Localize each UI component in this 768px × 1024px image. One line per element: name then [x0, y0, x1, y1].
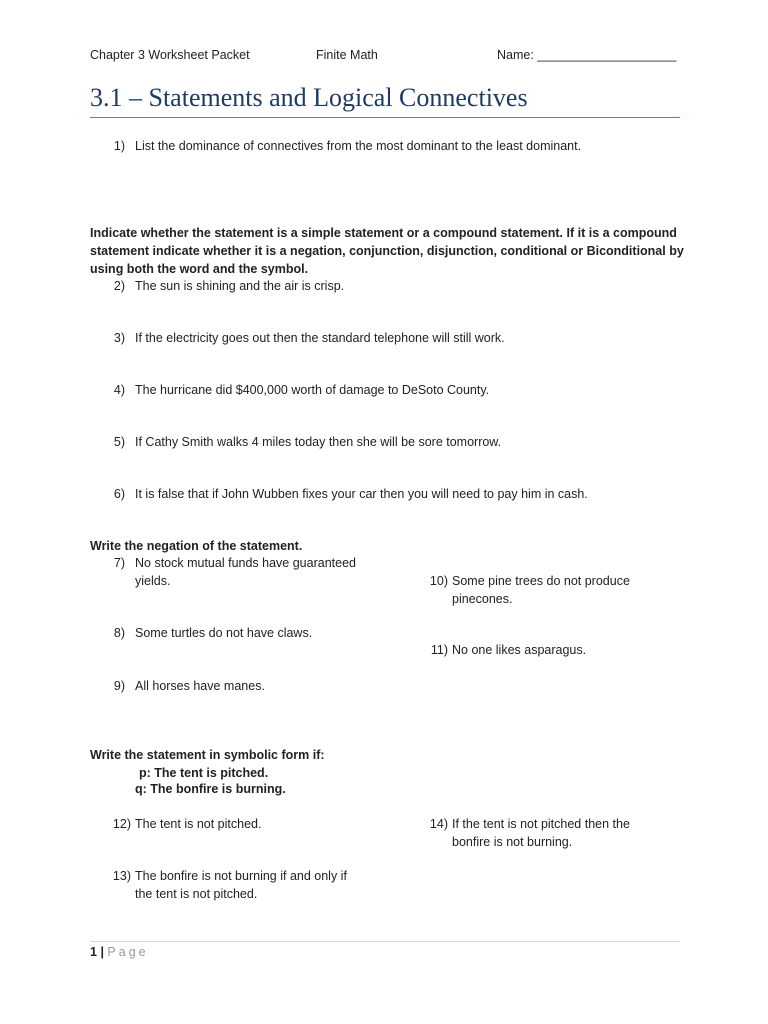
- question-number: 9): [113, 679, 125, 693]
- question-text: All horses have manes.: [135, 679, 265, 693]
- question-number: 4): [113, 383, 125, 397]
- question-text: The bonfire is not burning if and only if: [135, 869, 347, 883]
- question-text: Some turtles do not have claws.: [135, 626, 313, 640]
- question-number: 1): [113, 139, 125, 153]
- question-number: 7): [113, 556, 125, 570]
- question-text: It is false that if John Wubben fixes your car then you will need to pay him in cash.: [135, 487, 588, 501]
- question-text: If the tent is not pitched then the: [452, 817, 630, 831]
- title-underline: [90, 117, 680, 118]
- section-a-instructions-line-2: statement indicate whether it is a negation, conjunction, disjunction, conditional or Biconditional by: [90, 244, 684, 258]
- header-course: Finite Math: [316, 48, 378, 62]
- question-number: 5): [113, 435, 125, 449]
- question-number: 12): [112, 817, 131, 831]
- question-text: List the dominance of connectives from the most dominant to the least dominant.: [135, 139, 582, 153]
- header-packet: Chapter 3 Worksheet Packet: [90, 48, 250, 62]
- question-number: 3): [113, 331, 125, 345]
- question-number: 13): [112, 869, 131, 883]
- question-text: If Cathy Smith walks 4 miles today then she will be sore tomorrow.: [135, 435, 502, 449]
- question-number: 8): [113, 626, 125, 640]
- question-text: The tent is not pitched.: [135, 817, 262, 831]
- question-number: 2): [113, 279, 125, 293]
- section-c-instructions: Write the statement in symbolic form if:: [90, 748, 325, 762]
- question-text: No stock mutual funds have guaranteed: [135, 556, 356, 570]
- question-text: No one likes asparagus.: [452, 643, 587, 657]
- question-text-continued: the tent is not pitched.: [135, 887, 258, 901]
- question-number: 6): [113, 487, 125, 501]
- page-title: 3.1 – Statements and Logical Connectives: [90, 83, 528, 112]
- definition-q: q: The bonfire is burning.: [135, 782, 286, 796]
- question-number: 14): [429, 817, 448, 831]
- section-a-instructions-line-1: Indicate whether the statement is a simple statement or a compound statement. If it is a compound: [90, 226, 677, 240]
- page-word: Page: [107, 945, 149, 959]
- question-text-continued: bonfire is not burning.: [452, 835, 573, 849]
- question-text: The sun is shining and the air is crisp.: [135, 279, 345, 293]
- question-number: 11): [430, 643, 448, 657]
- header-name-field: Name: ____________________: [497, 48, 677, 62]
- section-a-instructions-line-3: using both the word and the symbol.: [90, 262, 309, 276]
- question-text: If the electricity goes out then the standard telephone will still work.: [135, 331, 505, 345]
- question-text-continued: yields.: [135, 574, 171, 588]
- page-footer: [90, 944, 149, 960]
- section-b-instructions: Write the negation of the statement.: [90, 539, 303, 553]
- question-number: 10): [429, 574, 448, 588]
- question-text: Some pine trees do not produce: [452, 574, 630, 588]
- question-text-continued: pinecones.: [452, 592, 513, 606]
- question-text: The hurricane did $400,000 worth of damage to DeSoto County.: [135, 383, 490, 397]
- page-separator: |: [100, 945, 104, 959]
- footer-rule: [90, 941, 680, 942]
- definition-p: p: The tent is pitched.: [139, 766, 269, 780]
- page-number: 1: [90, 945, 97, 959]
